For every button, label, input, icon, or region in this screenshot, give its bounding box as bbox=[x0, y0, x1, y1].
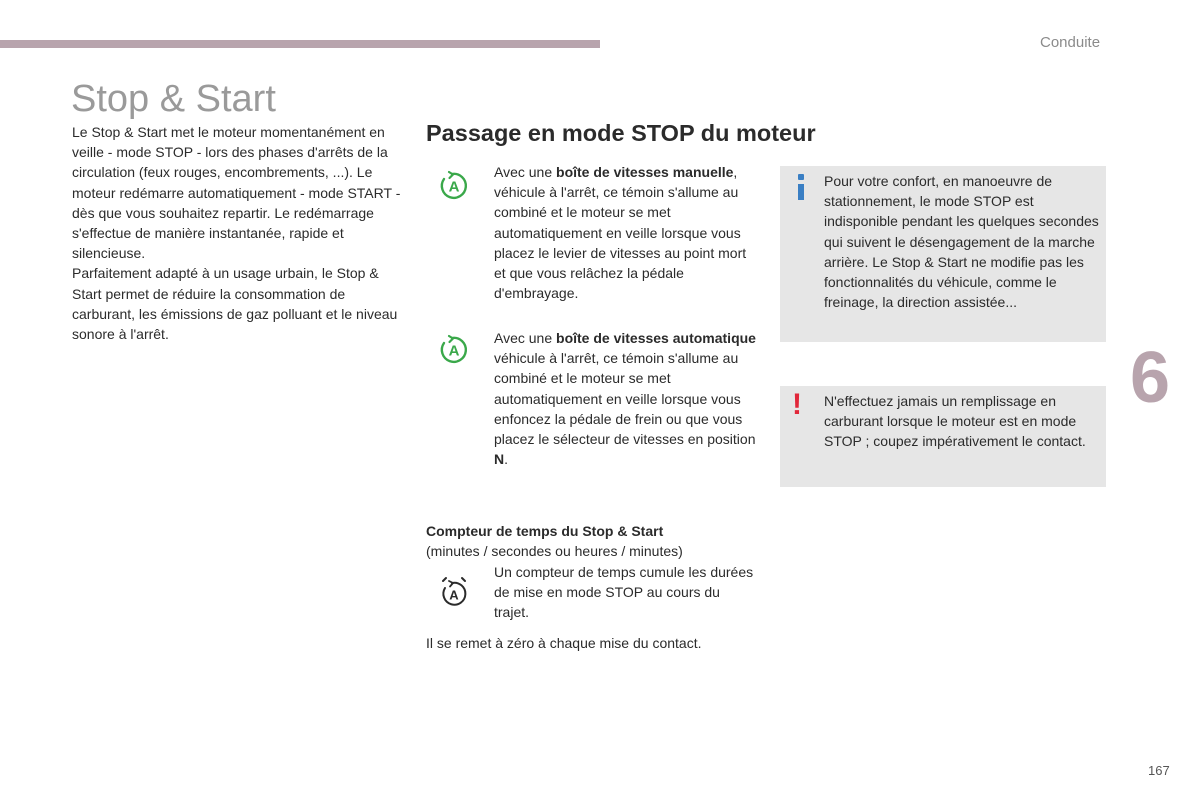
warning-icon: ! bbox=[792, 388, 802, 421]
page-title: Stop & Start bbox=[71, 78, 276, 120]
counter-reset-text: Il se remet à zéro à chaque mise du contact. bbox=[426, 635, 702, 651]
counter-heading-block bbox=[426, 521, 756, 561]
automatic-gearbox-text bbox=[494, 328, 756, 469]
warning-box bbox=[780, 386, 1106, 487]
counter-heading: Compteur de temps du Stop & Start bbox=[426, 523, 664, 539]
manual-lead: Avec une bbox=[494, 164, 557, 180]
manual-gearbox-text bbox=[494, 162, 754, 303]
svg-text:A: A bbox=[449, 587, 459, 603]
warning-box-text: N'effectuez jamais un remplissage en carburant lorsque le moteur est en mode STOP ; coupez impérativement le contact. bbox=[824, 393, 1086, 450]
header-accent-bar bbox=[0, 40, 600, 48]
intro-text bbox=[72, 122, 402, 344]
auto-rest: véhicule à l'arrêt, ce témoin s'allume au combiné et le moteur se met automatiquement en veille lorsque vous enfoncez la pédale de frein ou que vous placez le sélecteur de vitesses en position bbox=[494, 350, 756, 448]
auto-end: . bbox=[504, 451, 509, 468]
info-box bbox=[780, 166, 1106, 342]
manual-rest: , véhicule à l'arrêt, ce témoin s'allume au combiné et le moteur se met automatiquement en veille lorsque vous placez le levier de vitesses au point mort et que vous relâchez la pédale d'embrayage. bbox=[494, 164, 747, 302]
auto-lead: Avec une bbox=[494, 330, 557, 346]
stop-start-counter-icon bbox=[436, 574, 472, 614]
page-number: 167 bbox=[1148, 763, 1170, 778]
manual-bold: boîte de vitesses manuelle bbox=[556, 164, 734, 180]
svg-text:A: A bbox=[448, 342, 460, 360]
intro-paragraph-1: Le Stop & Start met le moteur momentanément en veille - mode STOP - lors des phases d'arrêts de la circulation (feux rouges, encombrements, ...). Le moteur redémarre automatiquement - mode START - dès que vous souhaitez repartir. Le redémarrage s'effectue de manière instantanée, rapide et silencieuse. bbox=[72, 124, 401, 262]
svg-text:A: A bbox=[448, 178, 460, 196]
stop-start-lamp-icon bbox=[438, 334, 470, 366]
section-label: Conduite bbox=[1040, 34, 1101, 51]
stop-mode-heading: Passage en mode STOP du moteur bbox=[426, 120, 816, 146]
auto-position: N bbox=[494, 451, 505, 468]
auto-bold: boîte de vitesses automatique bbox=[556, 330, 756, 346]
chapter-number: 6 bbox=[1130, 338, 1171, 418]
counter-body: Un compteur de temps cumule les durées de mise en mode STOP au cours du trajet. bbox=[494, 564, 754, 621]
intro-paragraph-2: Parfaitement adapté à un usage urbain, le Stop & Start permet de réduire la consommation de carburant, les émissions de gaz polluant et le niveau sonore à l'arrêt. bbox=[72, 265, 398, 343]
info-box-text: Pour votre confort, en manoeuvre de stationnement, le mode STOP est indisponible pendant les quelques secondes qui suivent le désengagement de la marche arrière. Le Stop & Start ne modifie pas les fonctionnalités du véhicule, comme le freinage, la direction assistée... bbox=[824, 173, 1099, 311]
counter-units: (minutes / secondes ou heures / minutes) bbox=[426, 543, 683, 560]
stop-start-lamp-icon bbox=[438, 170, 470, 202]
